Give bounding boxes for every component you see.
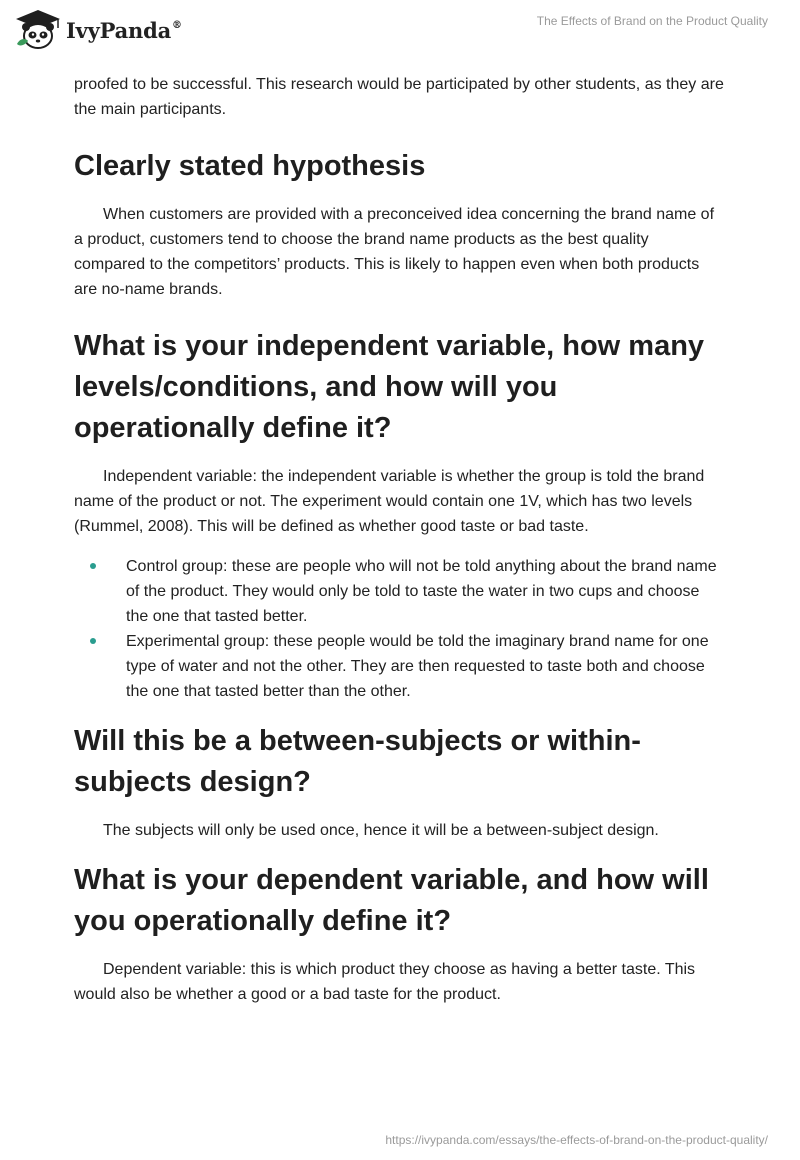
- paragraph-hypothesis: When customers are provided with a preconceived idea concerning the brand name of a product, customers tend to choose the brand name products as the best quality compared to the competitors’ products. This is likely to happen even when both products are no-name brands.: [74, 206, 715, 298]
- ivypanda-logo[interactable]: [14, 8, 182, 52]
- panda-graduate-icon: [14, 8, 62, 52]
- paragraph-design: The subjects will only be used once, hence it will be a between-subject design.: [103, 822, 659, 839]
- section-heading-design: Will this be a between-subjects or within-subjects design?: [74, 725, 641, 798]
- condition-list: [74, 554, 724, 704]
- paragraph-independent-variable: Independent variable: the independent variable is whether the group is told the brand name of the product or not. The experiment would contain one 1V, which has two levels (Rummel, 2008). This will be defined as whether good taste or bad taste.: [74, 468, 705, 535]
- intro-continuation: proofed to be successful. This research would be participated by other students, as they are the main participants.: [74, 76, 724, 118]
- paragraph-dependent-variable: Dependent variable: this is which product they choose as having a better taste. This would also be whether a good or a bad taste for the product.: [74, 961, 696, 1003]
- list-item-experimental-group: Experimental group: these people would be told the imaginary brand name for one type of water and not the other. They are then requested to taste both and choose the one that tasted better than the other.: [74, 629, 724, 704]
- section-heading-dependent-variable: What is your dependent variable, and how will you operationally define it?: [74, 864, 709, 937]
- source-url[interactable]: https://ivypanda.com/essays/the-effects-of-brand-on-the-product-quality/: [385, 1133, 768, 1147]
- section-heading-independent-variable: What is your independent variable, how many levels/conditions, and how will you operationally define it?: [74, 330, 705, 444]
- brand-name: IvyPanda®: [66, 17, 182, 43]
- section-heading-hypothesis: Clearly stated hypothesis: [74, 150, 426, 182]
- essay-content: [74, 72, 724, 1007]
- registered-mark: ®: [172, 19, 182, 31]
- page-header: [0, 0, 800, 66]
- document-title: The Effects of Brand on the Product Quality: [536, 14, 768, 28]
- list-item-control-group: Control group: these are people who will not be told anything about the brand name of the product. They would only be told to taste the water in two cups and choose the one that tasted better.: [74, 554, 724, 629]
